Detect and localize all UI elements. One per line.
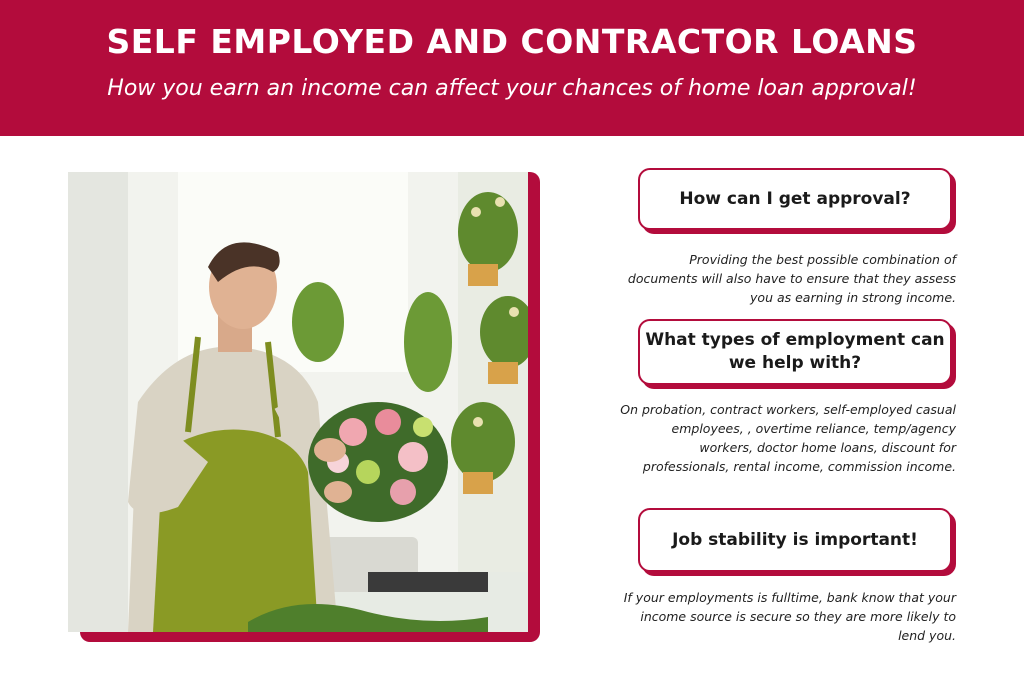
- faq-answer-approval: Providing the best possible combination of documents will also have to ensure that they assess you as earning in strong income.: [627, 252, 956, 305]
- faq-answer-job-stability: If your employments is fulltime, bank know that your income source is secure so they are more likely to lend you.: [623, 590, 956, 643]
- faq-answer-employment-types: On probation, contract workers, self-employed casual employees, , overtime reliance, temp/agency workers, doctor home loans, discount for professionals, rental income, commission income.: [620, 402, 956, 474]
- florist-photo: [68, 172, 528, 632]
- faq-question-approval: How can I get approval?: [638, 168, 952, 230]
- faq-question-job-stability: Job stability is important!: [638, 508, 952, 572]
- faq-question-employment-types: What types of employment can we help with?: [638, 319, 952, 385]
- header-banner: [0, 0, 1024, 136]
- page-title: SELF EMPLOYED AND CONTRACTOR LOANS: [106, 22, 918, 61]
- page-subtitle: How you earn an income can affect your chances of home loan approval!: [107, 76, 917, 101]
